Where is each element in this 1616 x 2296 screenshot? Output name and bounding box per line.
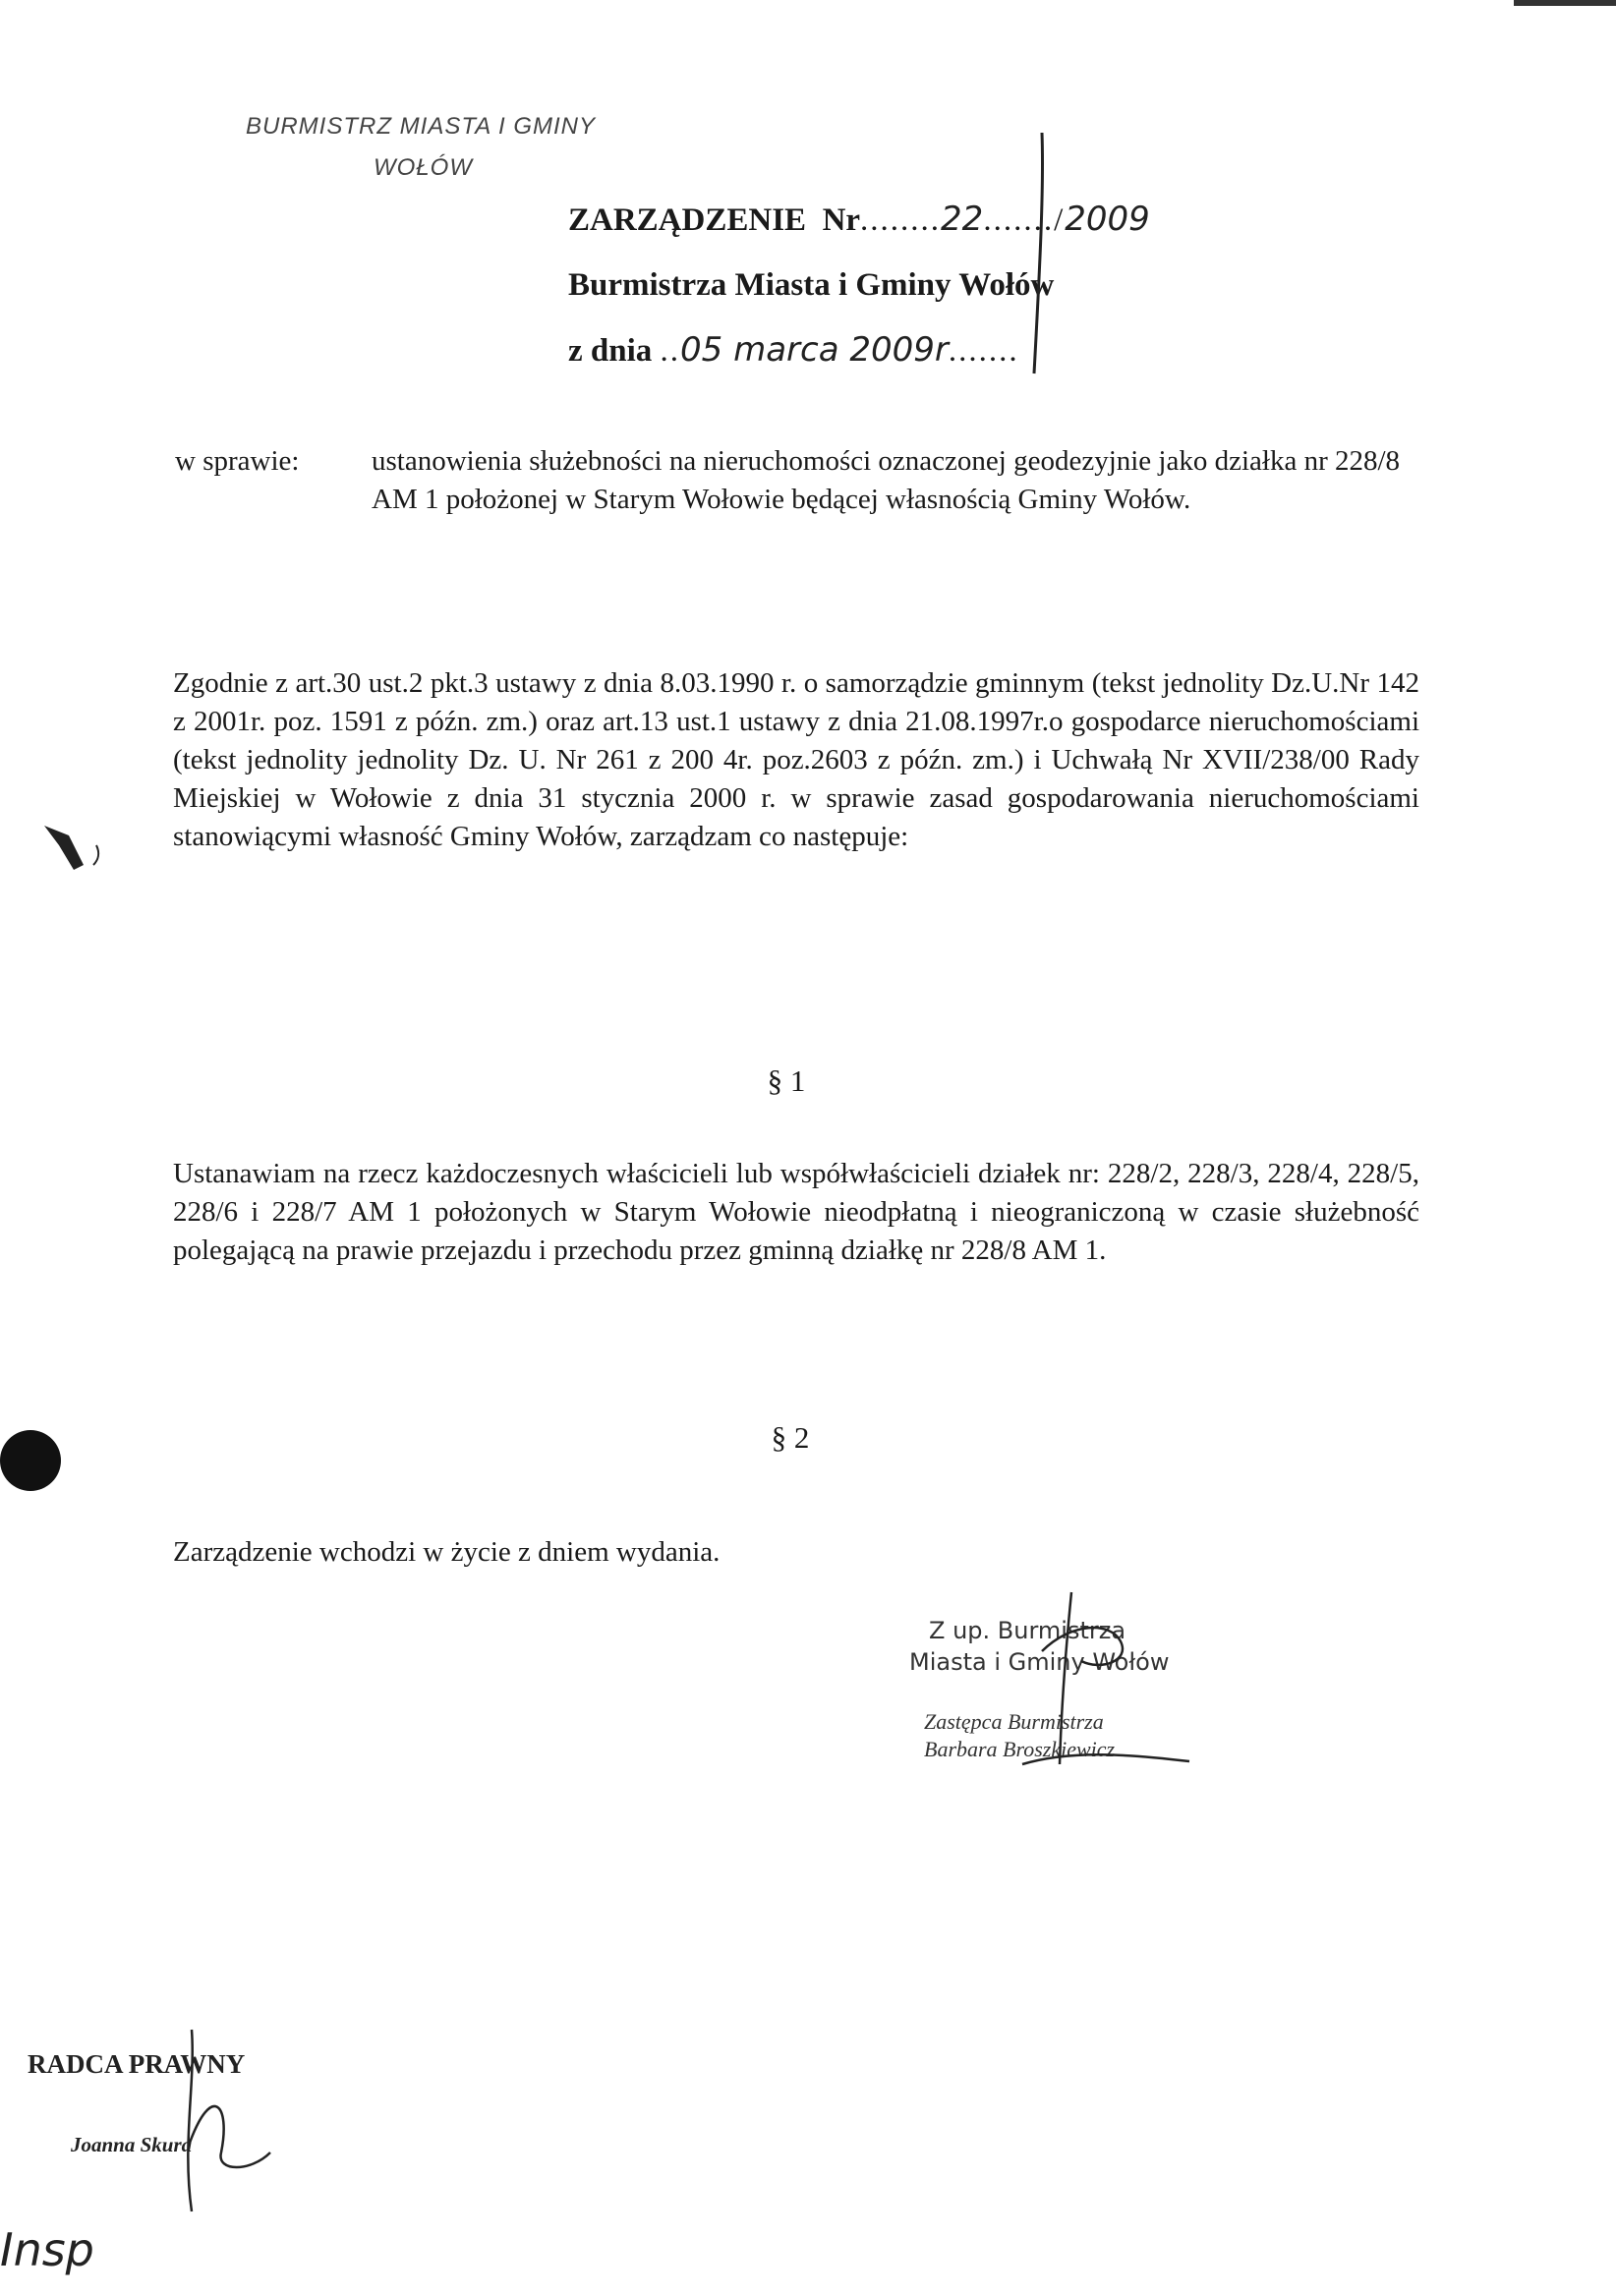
section-1-text: Ustanawiam na rzecz każdoczesnych właścicieli lub współwłaścicieli działek nr: 228/2, 228/3, 228/4, 228/5, 228/6 i 228/7 AM 1 położonych w Starym Wołowie nieodpłatną i nieograniczoną w czasie służebność polegającą na prawie przejazdu i przechodu przez gminną działkę nr 228/8 AM 1. bbox=[173, 1158, 1419, 1266]
legal-basis-paragraph: Zgodnie z art.30 ust.2 pkt.3 ustawy z dnia 8.03.1990 r. o samorządzie gminnym (tekst jednolity Dz.U.Nr 142 z 2001r. poz. 1591 z późn. zm.) oraz art.13 ust.1 ustawy z dnia 21.08.1997r.o gospodarce nieruchomościami (tekst jednolity jednolity Dz. U. Nr 261 z 200 4r. poz.2603 z późn. zm.) i Uchwałą Nr XVII/238/00 Rady Miejskiej w Wołowie z dnia 31 stycznia 2000 r. w sprawie zasad gospodarowania nieruchomościami stanowiącymi własność Gminy Wołów, zarządzam co następuje: bbox=[173, 667, 1419, 852]
issuer-stamp-line1: BURMISTRZ MIASTA I GMINY bbox=[246, 113, 597, 140]
nr-label: Nr bbox=[822, 202, 861, 238]
date-line: z dnia ..05 marca 2009r....... bbox=[568, 330, 1019, 370]
legal-counsel-title: RADCA PRAWNY bbox=[28, 2049, 246, 2079]
deputy-signature bbox=[983, 1582, 1209, 1779]
decree-number: 22 bbox=[941, 200, 984, 239]
signature-stamp-line2: Miasta i Gminy Wołów bbox=[909, 1648, 1170, 1676]
handwritten-initials: Insp bbox=[0, 2223, 94, 2276]
subject-label: w sprawie: bbox=[175, 445, 300, 477]
section-1-heading: § 1 bbox=[767, 1063, 806, 1098]
legal-counsel-signature bbox=[162, 2025, 280, 2221]
signatory-name: Barbara Broszkiewicz bbox=[924, 1737, 1116, 1761]
legal-counsel-name: Joanna Skura bbox=[71, 2133, 193, 2156]
section-2-heading: § 2 bbox=[771, 1420, 810, 1455]
decree-year: 2009 bbox=[1065, 200, 1150, 239]
subject-block bbox=[175, 442, 1414, 519]
issuer-stamp-line2: WOŁÓW bbox=[374, 154, 473, 181]
punch-hole-mark bbox=[0, 1430, 61, 1491]
signatory-title: Zastępca Burmistrza bbox=[924, 1709, 1104, 1734]
section-2-text: Zarządzenie wchodzi w życie z dniem wydania. bbox=[173, 1536, 721, 1568]
subject-text: ustanowienia służebności na nieruchomości oznaczonej geodezyjnie jako działka nr 228/8 AM 1 położonej w Starym Wołowie będącej własnością Gminy Wołów. bbox=[372, 445, 1401, 515]
title-heading: ZARZĄDZENIE bbox=[568, 202, 807, 238]
signature-stamp-line1: Z up. Burmistrza bbox=[929, 1617, 1126, 1644]
scan-edge bbox=[1514, 0, 1616, 6]
title-line: ZARZĄDZENIE Nr........22......./2009 bbox=[568, 200, 1150, 239]
decree-date: 05 marca 2009r bbox=[680, 330, 949, 370]
issuer-line: Burmistrza Miasta i Gminy Wołów bbox=[568, 267, 1055, 303]
issuer-stamp bbox=[246, 106, 596, 189]
pen-stroke bbox=[1012, 128, 1071, 383]
scan-smudge bbox=[39, 816, 108, 875]
date-label: z dnia bbox=[568, 333, 653, 369]
